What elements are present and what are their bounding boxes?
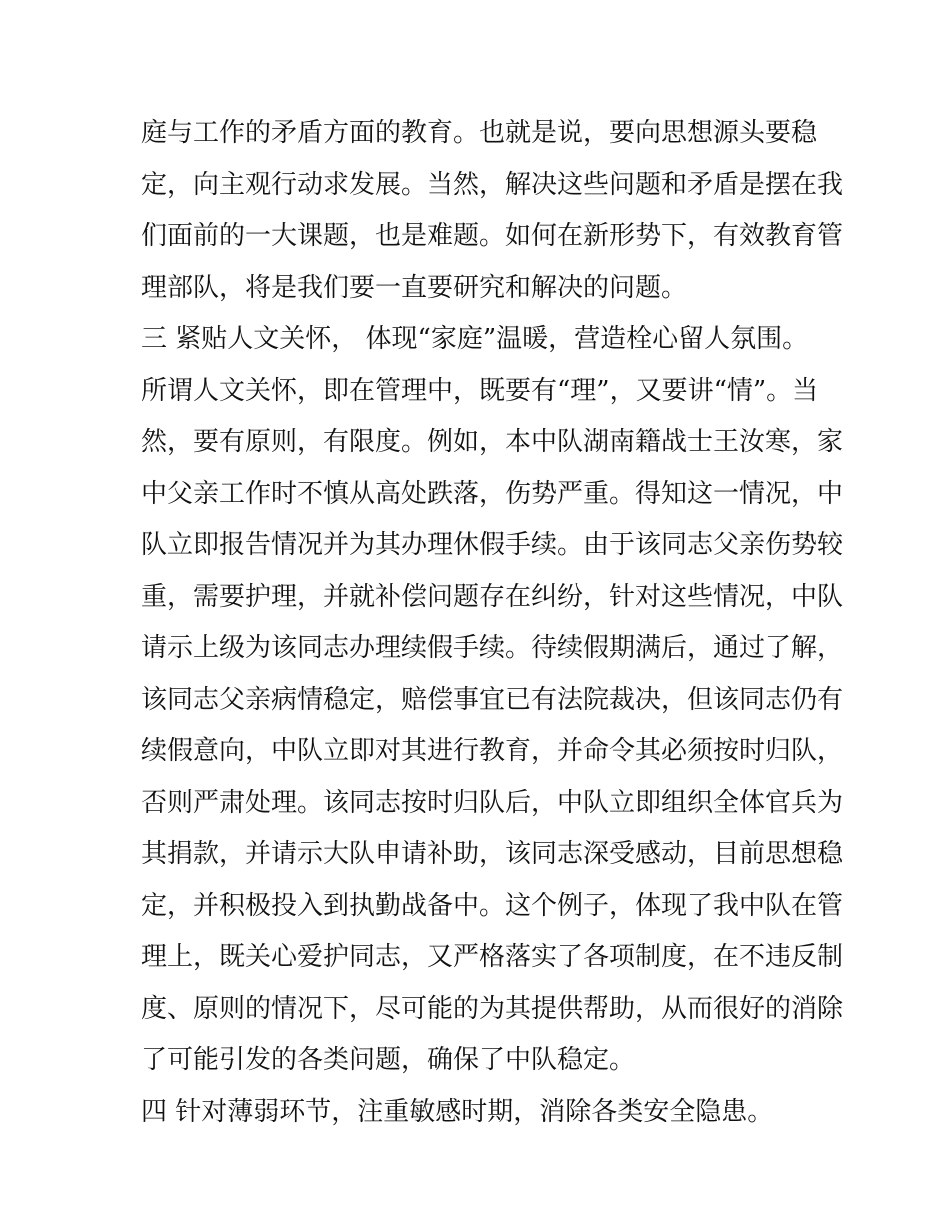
text-line: 定，向主观行动求发展。当然，解决这些问题和矛盾是摆在我 (141, 169, 844, 200)
text-line: 重，需要护理，并就补偿问题存在纠纷，针对这些情况，中队 (141, 581, 844, 612)
text-line: 们面前的一大课题，也是难题。如何在新形势下，有效教育管 (141, 221, 844, 251)
text-line: 否则严肃处理。该同志按时归队后，中队立即组织全体官兵为 (141, 787, 844, 818)
text-line: 请示上级为该同志办理续假手续。待续假期满后，通过了解， (141, 633, 844, 663)
section-heading-4: 四 针对薄弱环节，注重敏感时期，消除各类安全隐患。 (141, 1096, 774, 1127)
text-line: 然，要有原则，有限度。例如，本中队湖南籍战士王汝寒，家 (141, 427, 844, 457)
text-line: 该同志父亲病情稳定，赔偿事宜已有法院裁决，但该同志仍有 (141, 684, 844, 715)
text-line: 理部队，将是我们要一直要研究和解决的问题。 (141, 272, 688, 303)
text-line: 定，并积极投入到执勤战备中。这个例子，体现了我中队在管 (141, 890, 844, 921)
text-line: 度、原则的情况下，尽可能的为其提供帮助，从而很好的消除 (141, 993, 844, 1024)
text-line: 队立即报告情况并为其办理休假手续。由于该同志父亲伤势较 (141, 530, 844, 560)
text-line: 了可能引发的各类问题，确保了中队稳定。 (141, 1045, 636, 1075)
text-line: 其捐款，并请示大队申请补助，该同志深受感动，目前思想稳 (141, 839, 844, 869)
section-heading-3: 三 紧贴人文关怀， 体现“家庭”温暖，营造栓心留人氛围。 (141, 324, 809, 354)
body-text (141, 108, 844, 1138)
text-line: 理上，既关心爱护同志，又严格落实了各项制度，在不违反制 (141, 942, 844, 972)
text-line: 中父亲工作时不慎从高处跌落，伤势严重。得知这一情况，中 (141, 478, 844, 509)
text-line: 续假意向，中队立即对其进行教育，并命令其必须按时归队， (141, 736, 844, 766)
text-line: 所谓人文关怀，即在管理中，既要有“理”，又要讲“情”。当 (141, 375, 819, 406)
text-line: 庭与工作的矛盾方面的教育。也就是说，要向思想源头要稳 (141, 118, 818, 148)
